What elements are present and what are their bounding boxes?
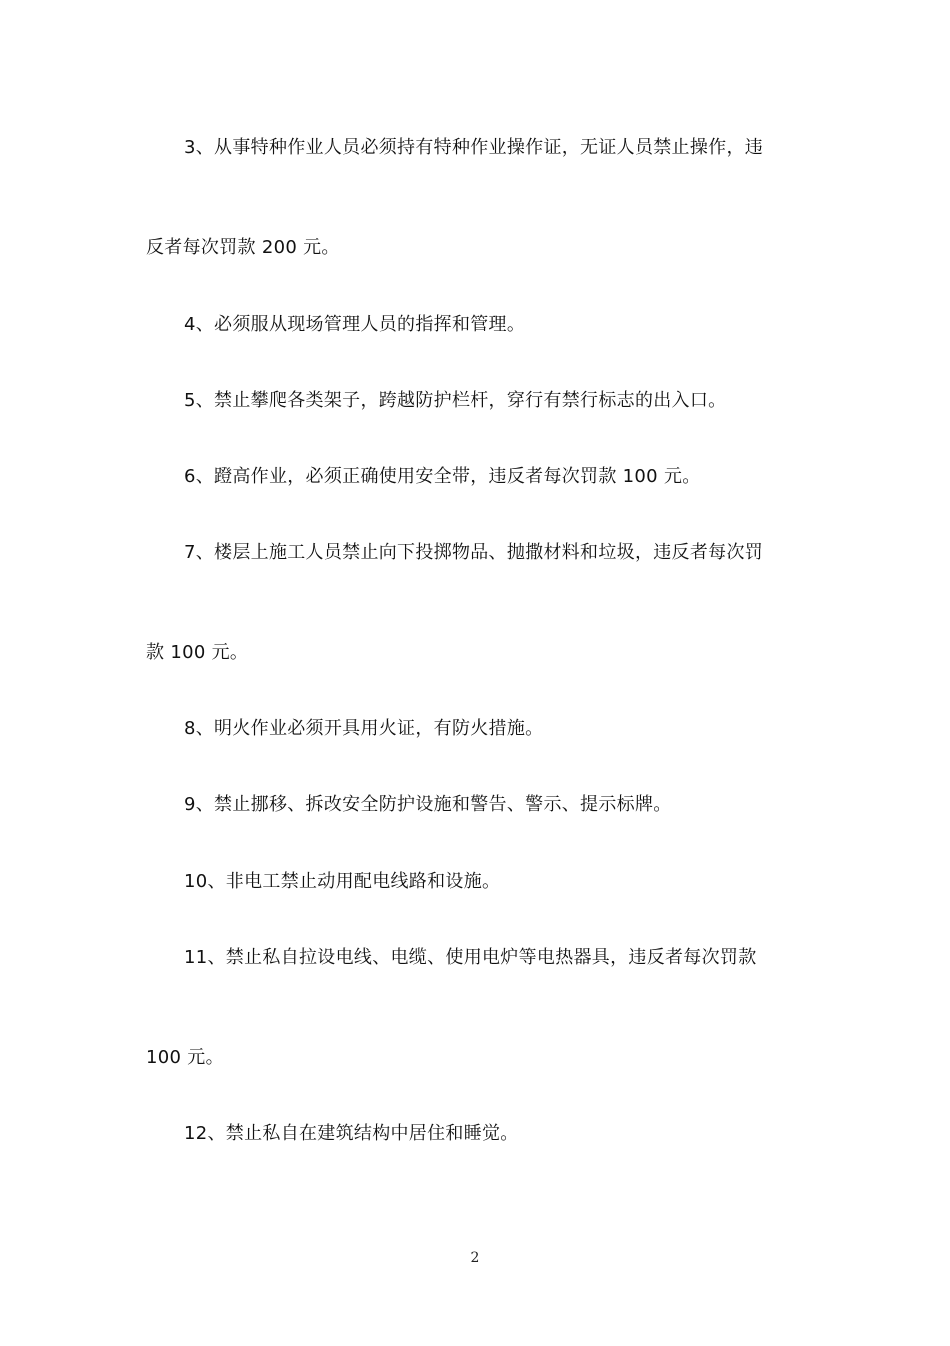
- item-11-line-2: 100 元。: [146, 1047, 224, 1068]
- item-4: 4、必须服从现场管理人员的指挥和管理。: [184, 314, 526, 335]
- item-3-line-1: 3、从事特种作业人员必须持有特种作业操作证，无证人员禁止操作，违: [184, 137, 764, 158]
- item-5: 5、禁止攀爬各类架子，跨越防护栏杆，穿行有禁行标志的出入口。: [184, 390, 727, 411]
- item-11-line-1: 11、禁止私自拉设电线、电缆、使用电炉等电热器具，违反者每次罚款: [184, 947, 757, 968]
- item-7-line-2: 款 100 元。: [146, 642, 249, 663]
- item-9: 9、禁止挪移、拆改安全防护设施和警告、警示、提示标牌。: [184, 794, 672, 815]
- item-7-line-1: 7、楼层上施工人员禁止向下投掷物品、抛撒材料和垃圾，违反者每次罚: [184, 542, 764, 563]
- page-number: 2: [470, 1250, 480, 1266]
- item-12: 12、禁止私自在建筑结构中居住和睡觉。: [184, 1123, 519, 1144]
- item-3-line-2: 反者每次罚款 200 元。: [146, 237, 340, 258]
- item-8: 8、明火作业必须开具用火证，有防火措施。: [184, 718, 544, 739]
- item-10: 10、非电工禁止动用配电线路和设施。: [184, 871, 501, 892]
- item-6: 6、蹬高作业，必须正确使用安全带，违反者每次罚款 100 元。: [184, 466, 701, 487]
